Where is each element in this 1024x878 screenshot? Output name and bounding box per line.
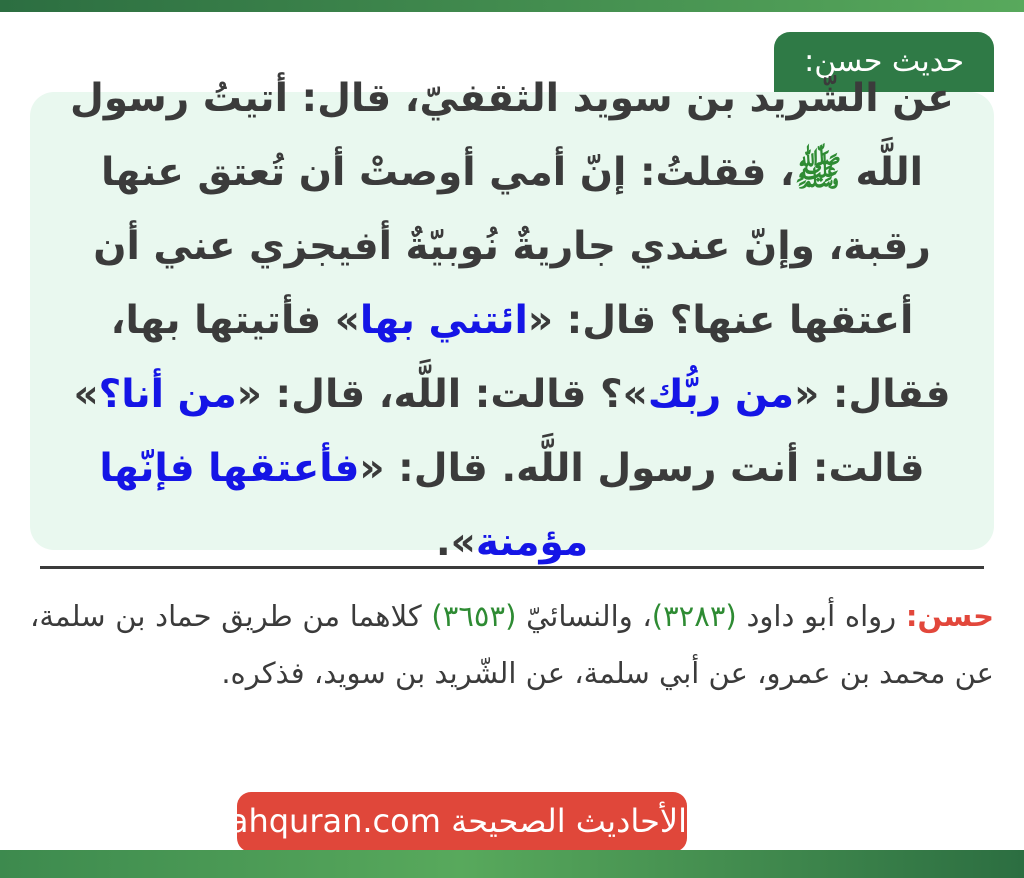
decorative-top-bar [0, 0, 1024, 12]
section-divider [40, 566, 984, 569]
hadith-card [30, 76, 994, 565]
decorative-bottom-bar [0, 850, 1024, 878]
site-watermark-badge[interactable]: الأحاديث الصحيحة Surahquran.com [237, 792, 687, 852]
hadith-grade-badge: حديث حسن: [774, 32, 994, 92]
takhrij-grading-text: حسن: رواه أبو داود (٣٢٨٣)، والنسائيّ (٣٦٥٣) كلاهما من طريق حماد بن سلمة، عن محمد بن عمرو، عن أبي سلمة، عن الشّريد بن سويد، فذكره. [30, 599, 994, 690]
hadith-text: عن الشّريد بن سويد الثقفيّ، قال: أتيتُ رسول اللَّه ﷺ، فقلتُ: إنّ أمي أوصتْ أن تُعتق عنها رقبة، وإنّ عندي جاريةٌ نُوبيّةٌ أفيجزي عني أن أعتقها عنها؟ قال: «ائتني بها» فأتيتها بها، فقال: «من ربُّك»؟ قالت: اللَّه، قال: «من أنا؟» قالت: أنت رسول اللَّه. قال: «فأعتقها فإنّها مؤمنة». [70, 76, 954, 565]
